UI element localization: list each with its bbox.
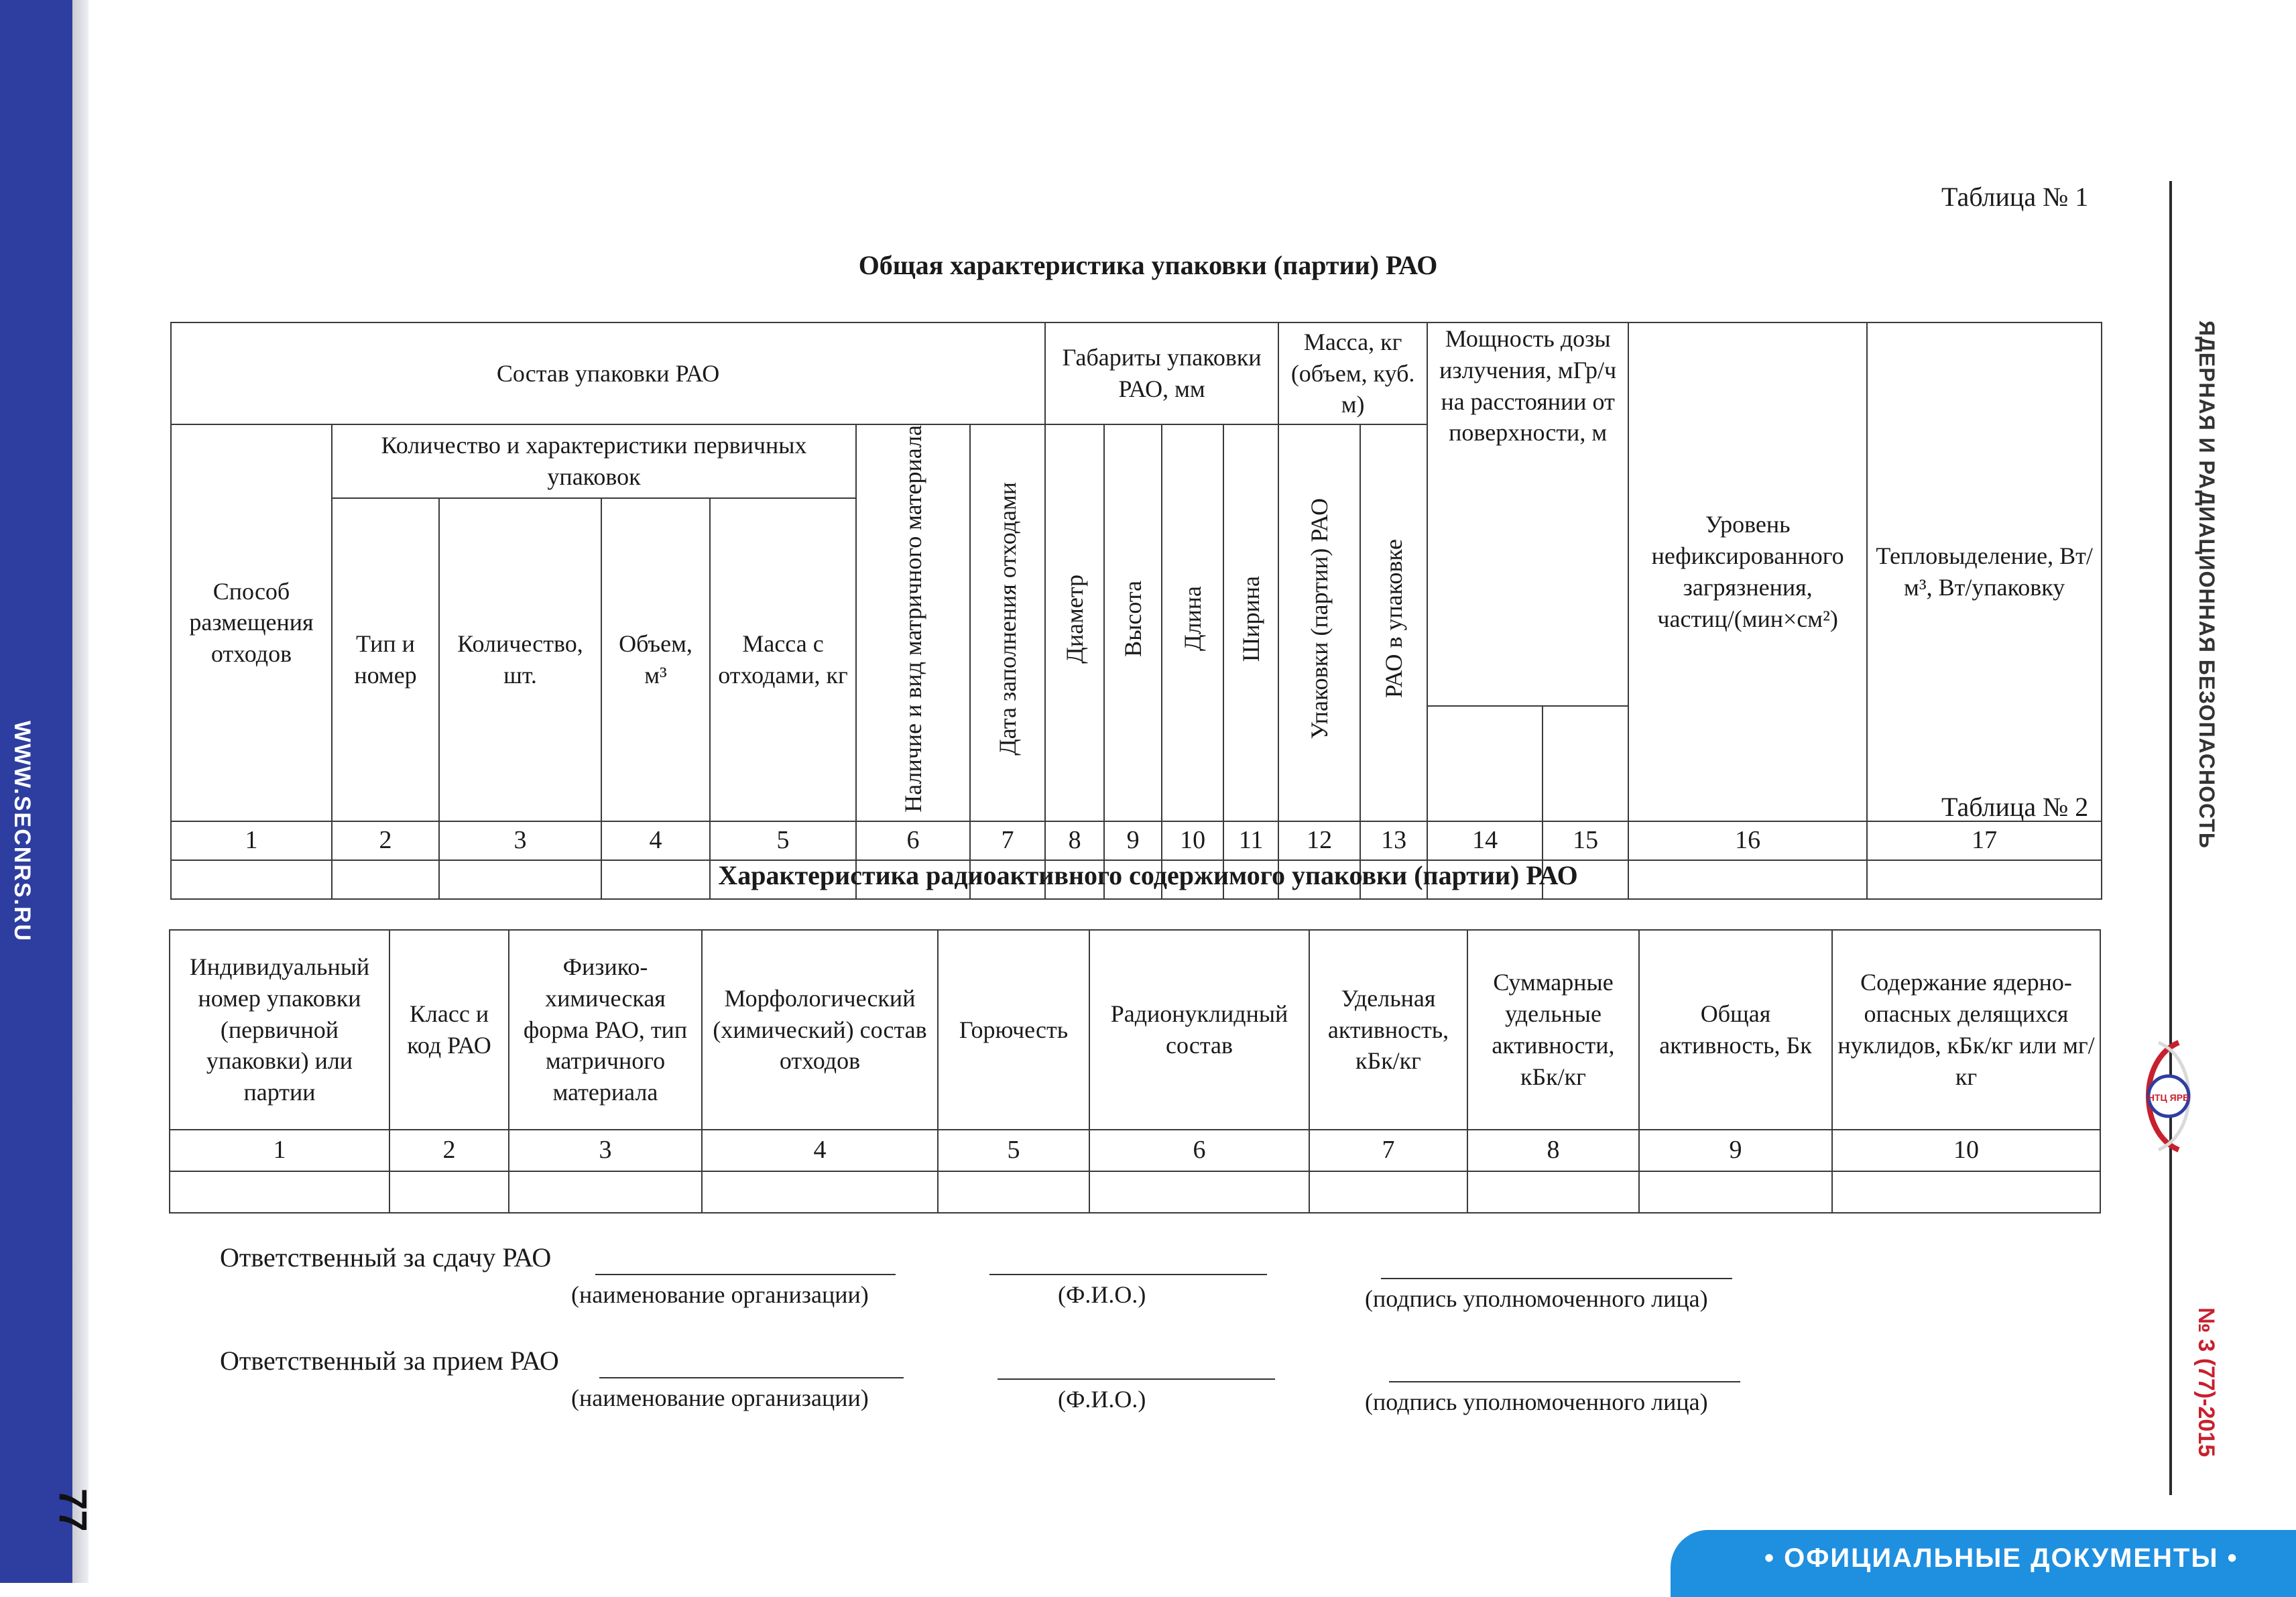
- header-quantity: Количество, шт.: [439, 498, 601, 821]
- org-line[interactable]: [599, 1377, 904, 1378]
- page-number: 77: [51, 1488, 95, 1532]
- table-row-empty: [170, 1171, 2100, 1213]
- signature-line[interactable]: [1389, 1381, 1740, 1382]
- header-composition: Состав упаковки РАО: [171, 322, 1045, 424]
- table1: [170, 322, 2102, 900]
- journal-logo-icon: [2132, 1039, 2206, 1153]
- logo-text: НТЦ ЯРБ: [2147, 1092, 2190, 1103]
- header-fissile-content: Содержание ядерно-опасных делящихся нуклидов, кБк/кг или мг/кг: [1832, 930, 2100, 1130]
- header-placement-method: Способ размещения отходов: [171, 424, 332, 821]
- column-number: 9: [1104, 821, 1162, 860]
- table2-title: Характеристика радиоактивного содержимого упаковки (партии) РАО: [718, 860, 1578, 890]
- header-dose-rate: Мощность дозы излучения, мГр/ч на расстоянии от поверхности, м: [1427, 322, 1628, 706]
- header-mass-package: Упаковки (партии) РАО: [1278, 424, 1360, 821]
- header-fill-date: Дата заполнения отходами: [970, 424, 1045, 821]
- empty-cell: [1832, 1171, 2100, 1213]
- header-primary-packages: Количество и характеристики первичных упаковок: [332, 424, 856, 498]
- header-package-number: Индивидуальный номер упаковки (первичной упаковки) или партии: [170, 930, 389, 1130]
- header-length: Длина: [1162, 424, 1223, 821]
- empty-cell: [170, 1171, 389, 1213]
- empty-cell: [938, 1171, 1089, 1213]
- header-mass: Масса, кг (объем, куб. м): [1278, 322, 1427, 424]
- column-number: 16: [1628, 821, 1867, 860]
- table1-title: Общая характеристика упаковки (партии) РАО: [858, 250, 1438, 280]
- column-number: 13: [1360, 821, 1427, 860]
- header-morphology: Морфологический (химический) состав отходов: [702, 930, 938, 1130]
- header-contamination: Уровень нефиксированного загрязнения, частиц/(мин×см²): [1628, 322, 1867, 821]
- column-number: 11: [1223, 821, 1278, 860]
- column-number: 4: [601, 821, 710, 860]
- acceptance-responsible-label: Ответственный за прием РАО: [220, 1346, 559, 1376]
- signature-line[interactable]: [1381, 1278, 1732, 1279]
- column-number: 15: [1543, 821, 1628, 860]
- column-number: 2: [389, 1130, 509, 1171]
- fio-line[interactable]: [989, 1274, 1267, 1275]
- empty-cell: [389, 1171, 509, 1213]
- column-number: 6: [1089, 1130, 1309, 1171]
- fio-caption: (Ф.И.О.): [1058, 1281, 1146, 1308]
- table2-label: Таблица № 2: [1941, 792, 2089, 822]
- header-type-number: Тип и номер: [332, 498, 439, 821]
- column-number: 5: [710, 821, 856, 860]
- header-height: Высота: [1104, 424, 1162, 821]
- journal-title: ЯДЕРНАЯ И РАДИАЦИОННАЯ БЕЗОПАСНОСТЬ: [2195, 320, 2219, 849]
- column-number: 4: [702, 1130, 938, 1171]
- issue-number: № 3 (77)-2015: [2193, 1307, 2219, 1458]
- column-number: 10: [1832, 1130, 2100, 1171]
- header-total-activity: Общая активность, Бк: [1639, 930, 1832, 1130]
- header-flammability: Горючесть: [938, 930, 1089, 1130]
- column-number: 14: [1427, 821, 1543, 860]
- header-diameter: Диаметр: [1045, 424, 1104, 821]
- header-heat-release: Тепловыделение, Вт/м³, Вт/упаковку: [1867, 322, 2102, 821]
- column-number: 17: [1867, 821, 2102, 860]
- empty-cell: [702, 1171, 938, 1213]
- section-footer-label: • ОФИЦИАЛЬНЫЕ ДОКУМЕНТЫ •: [1764, 1543, 2238, 1573]
- table1-label: Таблица № 1: [1941, 182, 2089, 212]
- empty-cell: [1309, 1171, 1467, 1213]
- header-volume: Объем, м³: [601, 498, 710, 821]
- site-url: WWW.SECNRS.RU: [9, 721, 35, 943]
- column-number: 10: [1162, 821, 1223, 860]
- org-caption: (наименование организации): [571, 1281, 869, 1308]
- column-number: 12: [1278, 821, 1360, 860]
- org-caption: (наименование организации): [571, 1384, 869, 1411]
- column-number: 2: [332, 821, 439, 860]
- org-line[interactable]: [595, 1274, 896, 1275]
- margin-rule: [2169, 181, 2172, 1495]
- column-number: 8: [1045, 821, 1104, 860]
- column-number: 1: [170, 1130, 389, 1171]
- header-dimensions: Габариты упаковки РАО, мм: [1045, 322, 1278, 424]
- header-dose-subcol-2: [1543, 706, 1628, 821]
- header-physchem-form: Физико-химическая форма РАО, тип матричного материала: [509, 930, 702, 1130]
- header-radionuclide: Радионуклидный состав: [1089, 930, 1309, 1130]
- empty-cell: [1089, 1171, 1309, 1213]
- empty-cell: [1639, 1171, 1832, 1213]
- header-dose-subcol-1: [1427, 706, 1543, 821]
- header-total-specific-activity: Суммарные удельные активности, кБк/кг: [1467, 930, 1639, 1130]
- table2: [169, 929, 2101, 1214]
- column-number: 3: [439, 821, 601, 860]
- header-width: Ширина: [1223, 424, 1278, 821]
- empty-cell: [1467, 1171, 1639, 1213]
- column-number: 9: [1639, 1130, 1832, 1171]
- column-number: 1: [171, 821, 332, 860]
- header-matrix-material: Наличие и вид матричного материала: [856, 424, 970, 821]
- column-number: 6: [856, 821, 970, 860]
- column-number: 3: [509, 1130, 702, 1171]
- page-gutter: [72, 0, 88, 1583]
- column-number: 7: [1309, 1130, 1467, 1171]
- header-class-code: Класс и код РАО: [389, 930, 509, 1130]
- fio-line[interactable]: [998, 1378, 1275, 1380]
- column-number: 7: [970, 821, 1045, 860]
- header-mass-rao: РАО в упаковке: [1360, 424, 1427, 821]
- fio-caption: (Ф.И.О.): [1058, 1386, 1146, 1413]
- section-footer-tab: [1671, 1530, 2296, 1597]
- column-number: 8: [1467, 1130, 1639, 1171]
- header-mass-waste: Масса с отходами, кг: [710, 498, 856, 821]
- header-specific-activity: Удельная активность, кБк/кг: [1309, 930, 1467, 1130]
- column-number: 5: [938, 1130, 1089, 1171]
- signature-caption: (подпись уполномоченного лица): [1365, 1285, 1708, 1312]
- empty-cell: [509, 1171, 702, 1213]
- signature-caption: (подпись уполномоченного лица): [1365, 1388, 1708, 1415]
- delivery-responsible-label: Ответственный за сдачу РАО: [220, 1242, 552, 1273]
